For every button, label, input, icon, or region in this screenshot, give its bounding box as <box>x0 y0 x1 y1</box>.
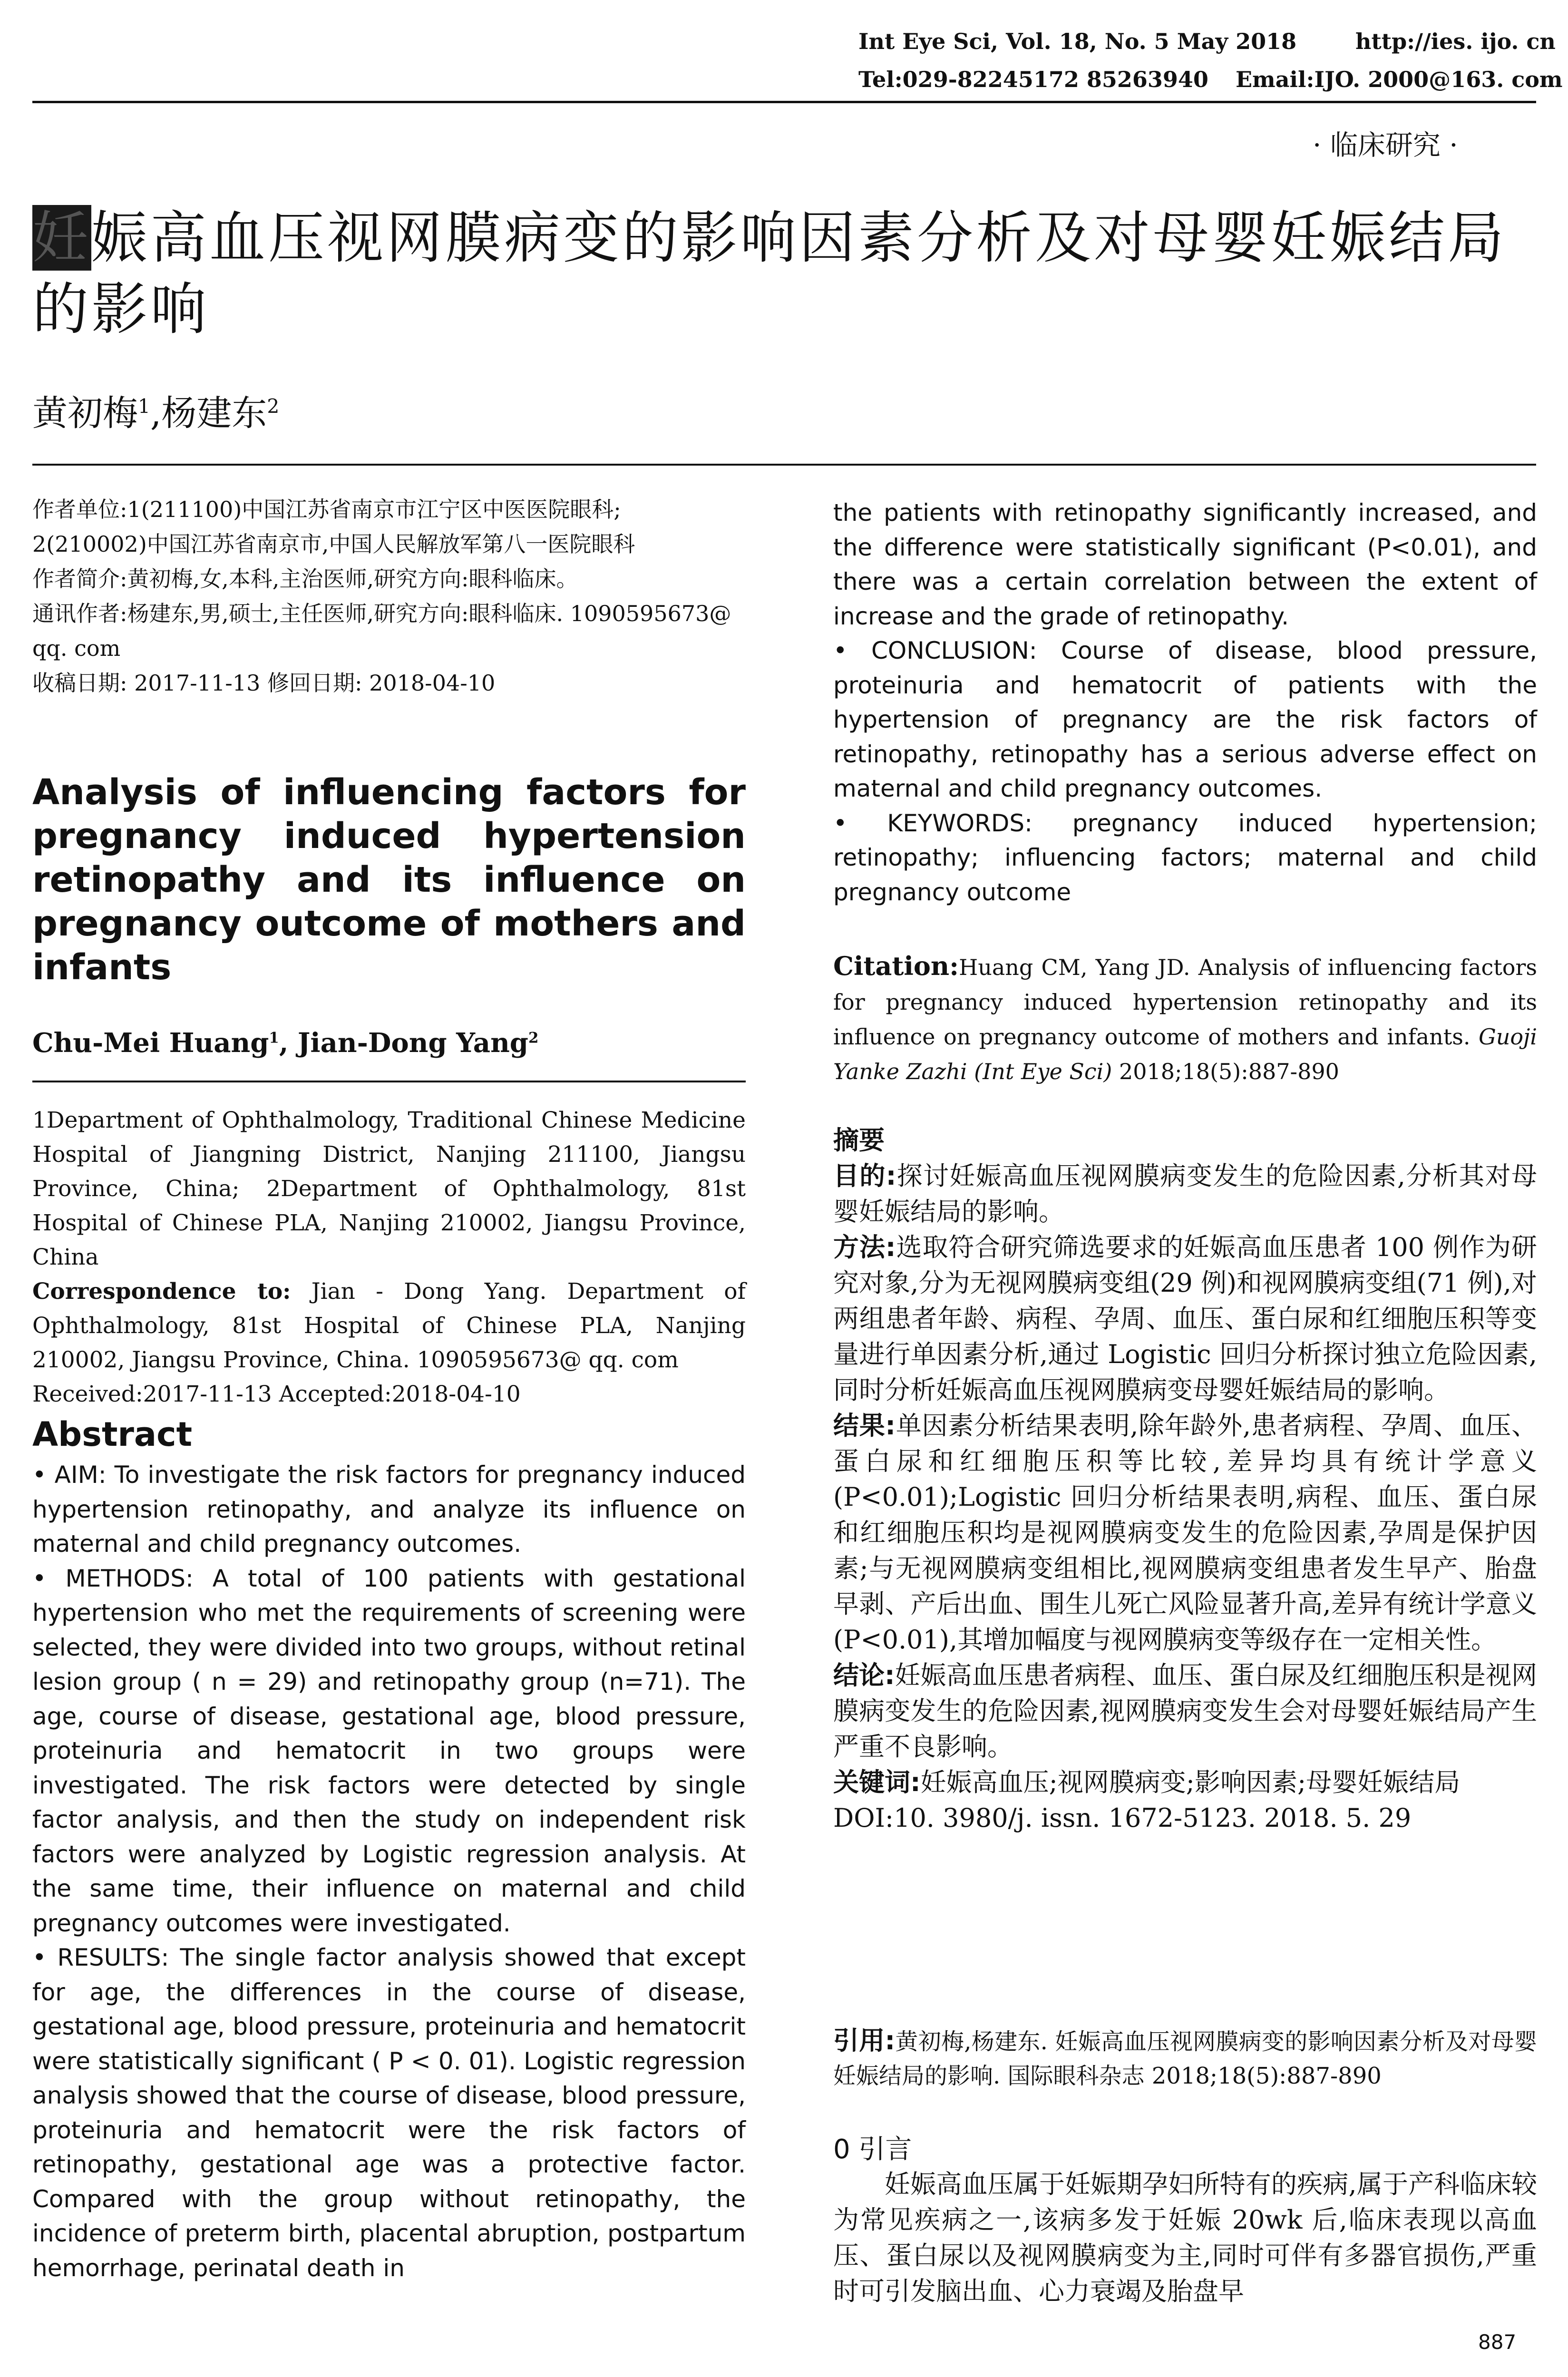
citation-journal: Guoji Yanke Zazhi (Int Eye Sci) <box>833 1024 1537 1084</box>
author-1-zh: 黄初梅 <box>32 393 138 434</box>
abstract-en-right <box>833 496 1537 909</box>
abstract-conclusion: • CONCLUSION: Course of disease, blood pressure, proteinuria and hematocrit of patients with the hypertension of pregnancy are the risk factors of retinopathy, retinopathy has a serious adverse effect on maternal and child pregnancy outcomes. <box>833 637 1537 802</box>
received-dates: Received:2017-11-13 Accepted:2018-04-10 <box>32 1381 521 1407</box>
meta-zh <box>32 492 746 701</box>
title-rule <box>32 464 1536 466</box>
abstract-zh-heading: 摘要 <box>833 1125 885 1155</box>
abstract-aim: • AIM: To investigate the risk factors for pregnancy induced hypertension retinopathy, and analyze its influence on maternal and child pregnancy outcomes. <box>32 1461 746 1558</box>
zh-keywords: 妊娠高血压;视网膜病变;影响因素;母婴妊娠结局 <box>920 1767 1461 1797</box>
abstract-results-cont: the patients with retinopathy significantly increased, and the difference were statistically significant (P<0.01), and there was a certain correlation between the extent of increase and the grade of retinopathy. <box>833 499 1537 630</box>
title-en <box>32 770 746 989</box>
author-1-en: Chu-Mei Huang <box>32 1027 269 1059</box>
corr-text: Jian - Dong Yang. Department of Ophthalmology, 81st Hospital of Chinese PLA, Nanjing 210002, Jiangsu Province, China. 1090595673@ qq. com <box>32 1278 746 1373</box>
abstract-heading: Abstract <box>32 1415 193 1454</box>
journal-url[interactable]: http://ies. ijo. cn <box>1355 29 1556 54</box>
affil-en-text: 1Department of Ophthalmology, Traditional Chinese Medicine Hospital of Jiangning District, Nanjing 211100, Jiangsu Province, China; 2Department of Ophthalmology, 81st Hospital of Chinese PLA, Nanjing 210002, Jiangsu Province, China <box>32 1107 746 1270</box>
corr-label: Correspondence to: <box>32 1278 291 1305</box>
authors-en <box>32 1027 746 1059</box>
page-title <box>32 202 1545 345</box>
title-rest: 娠高血压视网膜病变的影响因素分析及对母婴妊娠结局的影响 <box>32 205 1507 342</box>
abstract-methods: • METHODS: A total of 100 patients with gestational hypertension who met the requirements of screening were selected, they were divided into two groups, without retinal lesion group ( n = 29) and retinopathy group (n=71). The age, course of disease, gestational age, blood pressure, proteinuria and hematocrit in two groups were investigated. The risk factors were detected by single factor analysis, and then the study on independent risk factors were analyzed by Logistic regression analysis. At the same time, their influence on maternal and child pregnancy outcomes were investigated. <box>32 1564 746 1937</box>
author-1-en-sup: 1 <box>269 1029 279 1047</box>
author-2-sup: 2 <box>267 395 280 418</box>
journal-email[interactable]: Email:IJO. 2000@163. com <box>1236 67 1563 92</box>
title-en-line: infants <box>32 947 172 988</box>
citation-zh-text: 黄初梅,杨建东. 妊娠高血压视网膜病变的影响因素分析及对母婴妊娠结局的影响. 国际眼科杂志 2018;18(5):887-890 <box>833 2028 1537 2089</box>
abstract-results: • RESULTS: The single factor analysis showed that except for age, the differences in the course of disease, gestational age, blood pressure, proteinuria and hematocrit were statistically significant ( P < 0. 01). Logistic regression analysis showed that the course of disease, blood pressure, proteinuria and hematocrit were the risk factors of retinopathy, gestational age was a protective factor. Compared with the group without retinopathy, the incidence of preterm birth, placental abruption, postpartum hemorrhage, perinatal death in <box>32 1944 746 2282</box>
title-first-char: 妊 <box>32 205 92 271</box>
zh-results: 单因素分析结果表明,除年龄外,患者病程、孕周、血压、蛋白尿和红细胞压积等比较,差异均具有统计学意义(P<0.01);Logistic 回归分析结果表明,病程、血压、蛋白尿和红细胞压积均是视网膜病变发生的危险因素,孕周是保护因素;与无视网膜病变组相比,视网膜病变组患者发生早产、胎盘早剥、产后出血、围生儿死亡风险显著升高,差异有统计学意义(P<0.01),其增加幅度与视网膜病变等级存在一定相关性。 <box>833 1411 1537 1655</box>
citation-zh-label: 引用: <box>833 2026 896 2056</box>
doi[interactable]: DOI:10. 3980/j. issn. 1672-5123. 2018. 5. 29 <box>833 1803 1412 1833</box>
abstract-keywords: • KEYWORDS: pregnancy induced hypertension; retinopathy; influencing factors; maternal and child pregnancy outcome <box>833 809 1537 906</box>
author-sep: , <box>150 393 162 434</box>
affiliations-en <box>32 1103 746 1412</box>
page-number: 887 <box>1478 2330 1517 2354</box>
affil-2: 2(210002)中国江苏省南京市,中国人民解放军第八一医院眼科 <box>32 531 635 557</box>
author-2-zh: 杨建东 <box>161 393 267 434</box>
author-2-en-sup: 2 <box>528 1029 539 1047</box>
author-bio: 作者简介:黄初梅,女,本科,主治医师,研究方向:眼科临床。 <box>32 566 578 592</box>
journal-info: Int Eye Sci, Vol. 18, No. 5 May 2018 <box>858 29 1297 54</box>
title-en-line: retinopathy and its influence on <box>32 859 746 900</box>
title-en-line: Analysis of influencing factors for <box>32 772 746 813</box>
citation-pages: 2018;18(5):887-890 <box>1112 1059 1339 1084</box>
zh-conclusion: 妊娠高血压患者病程、血压、蛋白尿及红细胞压积是视网膜病变发生的危险因素,视网膜病变发生会对母婴妊娠结局产生严重不良影响。 <box>833 1660 1537 1762</box>
citation-en <box>833 949 1537 1089</box>
zh-methods-label: 方法: <box>833 1232 896 1262</box>
citation-label: Citation: <box>833 951 959 981</box>
citation-text: Huang CM, Yang JD. Analysis of influencing factors for pregnancy induced hypertension retinopathy and its influence on pregnancy outcome of mothers and infants. <box>833 955 1537 1050</box>
author-1-sup: 1 <box>138 395 150 418</box>
header-rule <box>32 101 1536 103</box>
title-en-line: pregnancy induced hypertension <box>32 816 746 857</box>
author-2-en: Jian-Dong Yang <box>297 1027 528 1059</box>
corresponding-zh: 通讯作者:杨建东,男,硕士,主任医师,研究方向:眼科临床. 1090595673@ qq. com <box>32 601 731 661</box>
title-en-line: pregnancy outcome of mothers and <box>32 903 746 944</box>
abstract-zh <box>833 1122 1537 1836</box>
author-en-sep: , <box>279 1027 298 1059</box>
intro-text: 妊娠高血压属于妊娠期孕妇所特有的疾病,属于产科临床较为常见疾病之一,该病多发于妊娠 20wk 后,临床表现以高血压、蛋白尿以及视网膜病变为主,同时可伴有多器官损伤,严重时可引发脑出血、心力衰竭及胎盘早 <box>833 2169 1537 2306</box>
intro-heading: 0 引言 <box>833 2134 912 2165</box>
zh-results-label: 结果: <box>833 1411 896 1441</box>
dates-zh: 收稿日期: 2017-11-13 修回日期: 2018-04-10 <box>32 670 496 696</box>
zh-aim: 探讨妊娠高血压视网膜病变发生的危险因素,分析其对母婴妊娠结局的影响。 <box>833 1161 1537 1227</box>
section-label: · 临床研究 · <box>1313 129 1458 161</box>
zh-aim-label: 目的: <box>833 1161 896 1191</box>
zh-keywords-label: 关键词: <box>833 1767 921 1797</box>
affil-1: 1(211100)中国江苏省南京市江宁区中医医院眼科; <box>127 497 621 522</box>
authors-rule <box>32 1081 746 1082</box>
authors-zh <box>32 385 279 436</box>
citation-zh <box>833 2024 1537 2093</box>
zh-conclusion-label: 结论: <box>833 1660 895 1690</box>
abstract-en-left <box>32 1458 746 2285</box>
zh-methods: 选取符合研究筛选要求的妊娠高血压患者 100 例作为研究对象,分为无视网膜病变组(29 例)和视网膜病变组(71 例),对两组患者年龄、病程、孕周、血压、蛋白尿和红细胞压积等变量进行单因素分析,通过 Logistic 回归分析探讨独立危险因素,同时分析妊娠高血压视网膜病变母婴妊娠结局的影响。 <box>833 1232 1537 1405</box>
affil-label: 作者单位: <box>32 497 127 522</box>
journal-tel: Tel:029-82245172 85263940 <box>858 67 1208 92</box>
